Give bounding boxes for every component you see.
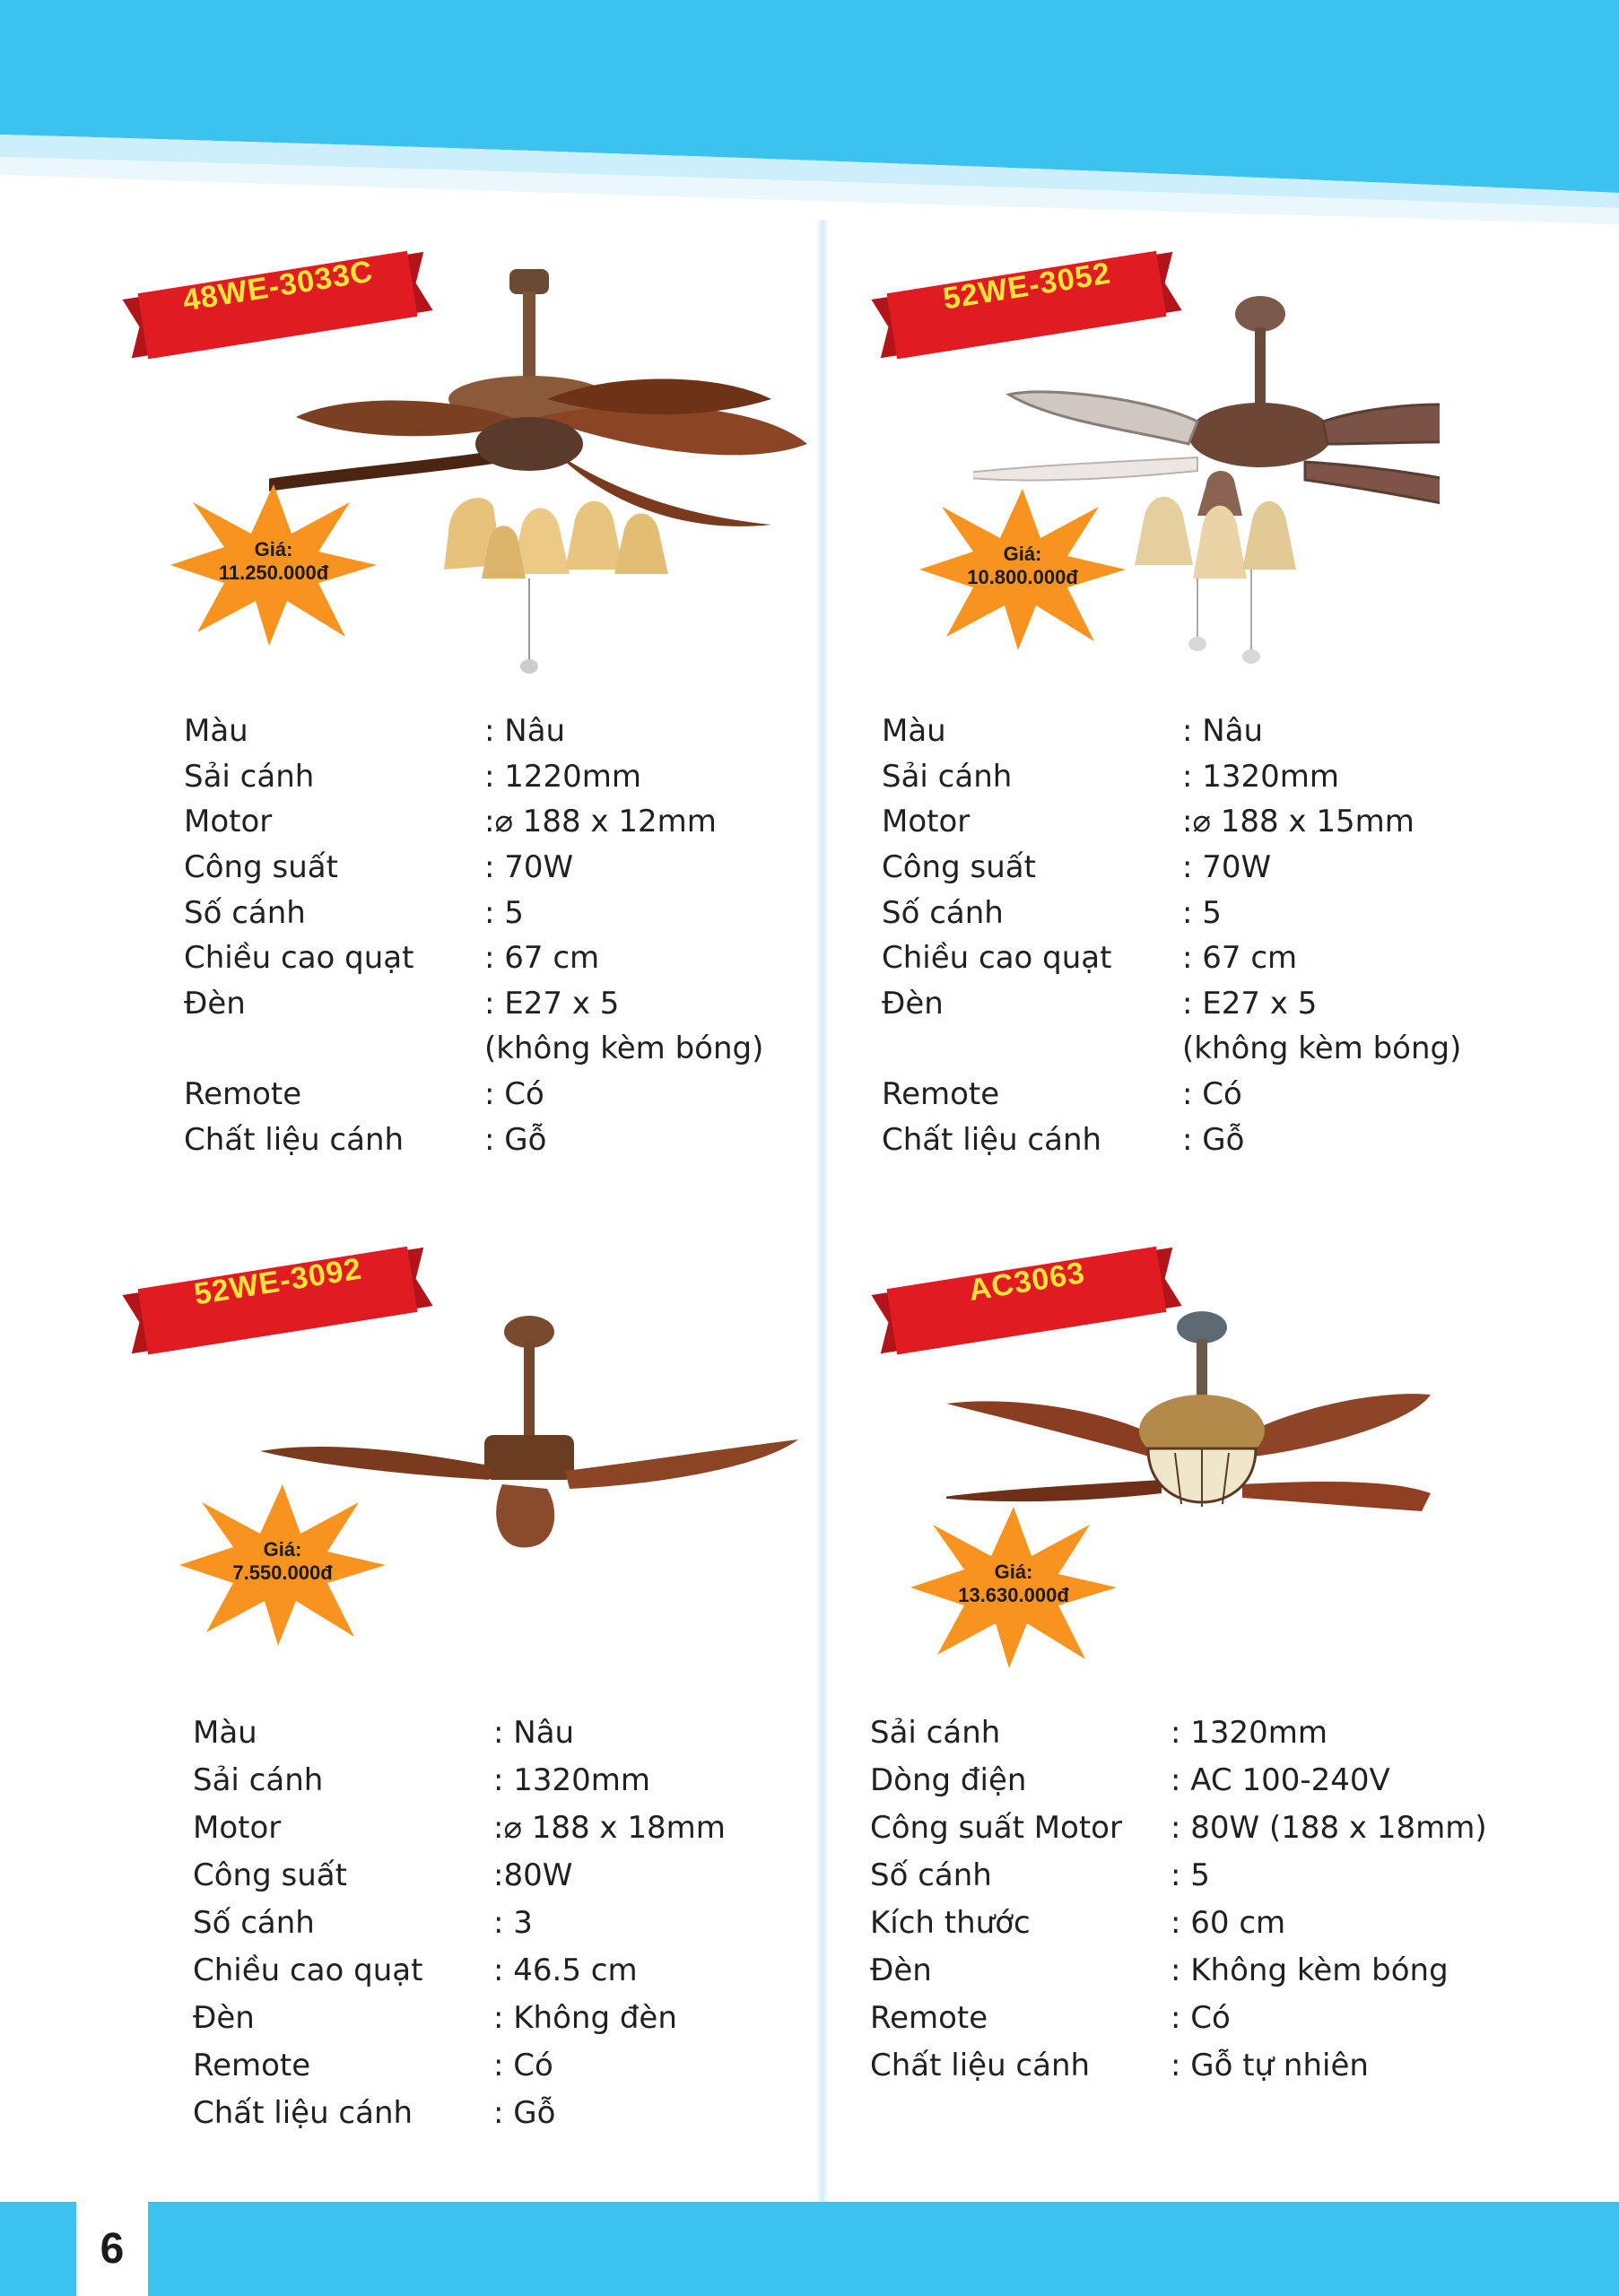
spec-label: Chất liệu cánh <box>870 2047 1091 2083</box>
spec-label: Chất liệu cánh <box>882 1121 1102 1158</box>
spec-value: : 67 cm <box>484 940 600 977</box>
spec-label: Remote <box>193 2047 311 2083</box>
spec-label: Công suất <box>882 849 1036 886</box>
spec-row <box>882 1117 1461 1162</box>
spec-value: : Gỗ <box>493 2094 556 2131</box>
spec-label: Chiều cao quạt <box>184 940 414 977</box>
spec-label: Dòng điện <box>870 1761 1027 1798</box>
spec-value: : AC 100-240V <box>1171 1761 1390 1798</box>
spec-row <box>193 1851 726 1899</box>
spec-row <box>870 1946 1487 1994</box>
spec-label: Sải cánh <box>882 758 1013 795</box>
spec-row <box>184 1117 763 1162</box>
spec-value: : 5 <box>1182 894 1222 931</box>
spec-value: : Gỗ tự nhiên <box>1171 2047 1369 2083</box>
spec-label: Chiều cao quạt <box>193 1952 423 1988</box>
spec-row <box>193 2041 726 2089</box>
page-number-box <box>76 2202 148 2296</box>
spec-label: Đèn <box>193 1999 255 2036</box>
spec-value: : Gỗ <box>484 1121 547 1158</box>
spec-label: Đèn <box>870 1952 932 1988</box>
spec-label: Remote <box>870 1999 988 2036</box>
spec-label: Chất liệu cánh <box>184 1121 405 1158</box>
price-value: 13.630.000đ <box>958 1584 1069 1606</box>
spec-label: Motor <box>184 804 273 840</box>
spec-row <box>193 1994 726 2041</box>
spec-row <box>870 1851 1487 1899</box>
spec-value: : 1320mm <box>1171 1714 1328 1751</box>
spec-row <box>870 1709 1487 1756</box>
spec-row <box>184 1026 763 1072</box>
spec-label: Công suất <box>193 1857 347 1893</box>
model-name: 52WE-3092 <box>191 1251 364 1312</box>
spec-value: : Không kèm bóng <box>1171 1952 1449 1988</box>
spec-value: : 60 cm <box>1171 1904 1286 1941</box>
spec-value: : E27 x 5 <box>484 985 620 1022</box>
spec-value: : 70W <box>1182 849 1272 886</box>
spec-value: (không kèm bóng) <box>1182 1031 1462 1067</box>
model-name: AC3063 <box>966 1256 1088 1308</box>
spec-row <box>193 1899 726 1946</box>
model-name: 52WE-3052 <box>940 256 1113 317</box>
spec-row <box>870 1756 1487 1804</box>
spec-row <box>870 2041 1487 2089</box>
spec-row <box>882 1026 1461 1072</box>
spec-label: Motor <box>882 804 971 840</box>
spec-row <box>193 1709 726 1756</box>
spec-value: : 80W (188 x 18mm) <box>1171 1809 1487 1846</box>
spec-row <box>193 1946 726 1994</box>
model-name: 48WE-3033C <box>180 254 376 318</box>
spec-label: Công suất <box>184 849 338 886</box>
spec-value: : 1320mm <box>1182 758 1340 795</box>
spec-value: : 3 <box>493 1904 533 1941</box>
spec-label: Motor <box>193 1809 282 1846</box>
spec-label: Số cánh <box>184 894 306 931</box>
spec-value: : 5 <box>484 894 524 931</box>
price-value: 7.550.000đ <box>232 1561 333 1584</box>
spec-label: Sải cánh <box>184 758 315 795</box>
spec-label: Số cánh <box>870 1857 992 1893</box>
spec-value: :⌀ 188 x 15mm <box>1182 804 1414 840</box>
spec-label: Remote <box>882 1076 1000 1113</box>
spec-row <box>193 1756 726 1804</box>
spec-label: Màu <box>193 1714 257 1751</box>
spec-value: : Nâu <box>1182 713 1264 750</box>
spec-list <box>870 1709 1487 2089</box>
spec-row <box>193 1804 726 1851</box>
spec-value: : Gỗ <box>1182 1121 1245 1158</box>
spec-row <box>184 1072 763 1118</box>
spec-value: : 67 cm <box>1182 940 1298 977</box>
spec-value: : E27 x 5 <box>1182 985 1318 1022</box>
spec-label: Đèn <box>184 985 246 1022</box>
spec-value: : 1220mm <box>484 758 642 795</box>
footer-bar <box>0 2202 1619 2296</box>
spec-list <box>193 1709 726 2136</box>
price-label: Giá: <box>254 538 293 561</box>
spec-row <box>870 1899 1487 1946</box>
spec-label: Màu <box>882 713 946 750</box>
price-value: 11.250.000đ <box>218 561 329 584</box>
spec-label: Sải cánh <box>870 1714 1001 1751</box>
spec-label: Kích thước <box>870 1904 1031 1941</box>
spec-label: Chiều cao quạt <box>882 940 1112 977</box>
price-label: Giá: <box>994 1561 1033 1583</box>
price-badge <box>179 1484 386 1646</box>
spec-value: : Có <box>1182 1076 1242 1113</box>
spec-row <box>193 2089 726 2136</box>
spec-value: : Có <box>493 2047 553 2083</box>
spec-label: Đèn <box>882 985 944 1022</box>
spec-value: : Có <box>484 1076 544 1113</box>
spec-value: :80W <box>493 1857 573 1893</box>
spec-label: Chất liệu cánh <box>193 2094 413 2131</box>
spec-value: : 70W <box>484 849 574 886</box>
spec-label: Số cánh <box>193 1904 315 1941</box>
spec-label: Màu <box>184 713 248 750</box>
price-label: Giá: <box>263 1538 302 1561</box>
spec-row <box>882 981 1461 1027</box>
spec-value: :⌀ 188 x 12mm <box>484 804 717 840</box>
spec-value: : 46.5 cm <box>493 1952 638 1988</box>
spec-label: Số cánh <box>882 894 1004 931</box>
spec-label: Công suất Motor <box>870 1809 1122 1846</box>
spec-value: :⌀ 188 x 18mm <box>493 1809 726 1846</box>
spec-row <box>870 1804 1487 1851</box>
spec-label: Sải cánh <box>193 1761 324 1798</box>
page-number: 6 <box>100 2225 125 2273</box>
price-value: 10.800.000đ <box>967 566 1078 588</box>
spec-value: (không kèm bóng) <box>484 1031 764 1067</box>
spec-value: : 1320mm <box>493 1761 651 1798</box>
price-label: Giá: <box>1003 543 1042 565</box>
spec-row <box>184 981 763 1027</box>
spec-row <box>870 1994 1487 2041</box>
spec-value: : Nâu <box>493 1714 575 1751</box>
spec-value: : Nâu <box>484 713 566 750</box>
spec-value: : Không đèn <box>493 1999 677 2036</box>
price-badge <box>910 1507 1117 1668</box>
spec-label: Remote <box>184 1076 302 1113</box>
spec-value: : Có <box>1171 1999 1231 2036</box>
spec-value: : 5 <box>1171 1857 1210 1893</box>
spec-row <box>882 1072 1461 1118</box>
